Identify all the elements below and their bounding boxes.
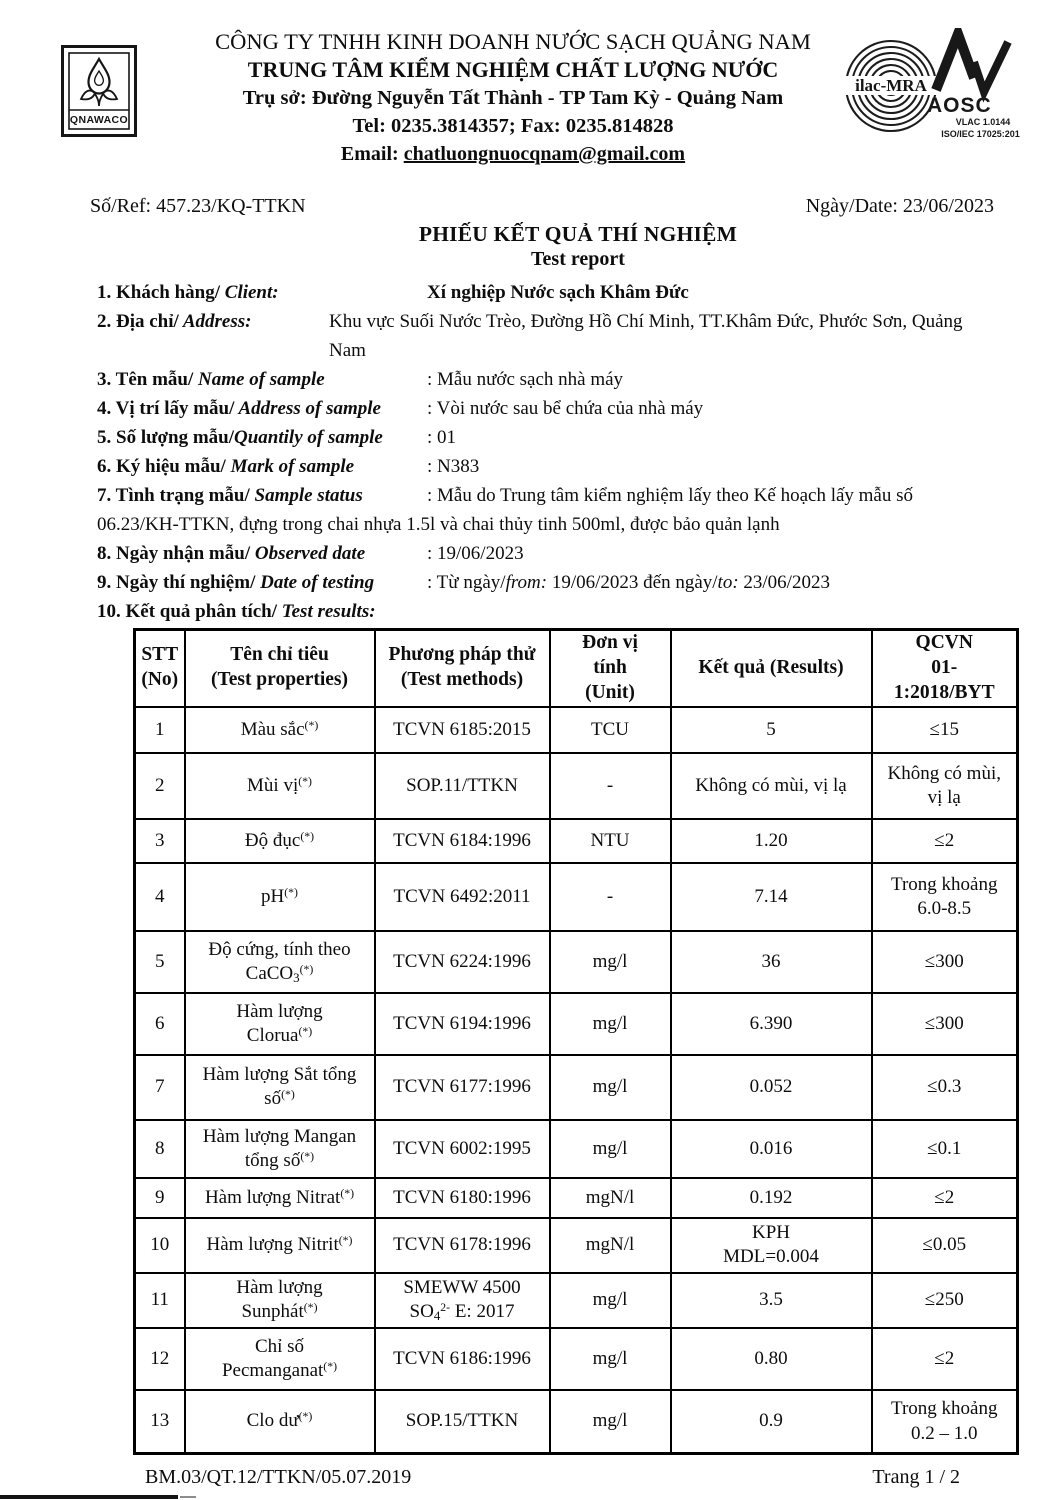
email-label: Email: bbox=[340, 143, 404, 165]
cell-unit: - bbox=[550, 863, 671, 931]
field-value: : Từ ngày/from: 19/06/2023 đến ngày/to: 23/06/2023 bbox=[427, 572, 830, 593]
cell-stt: 11 bbox=[135, 1273, 185, 1328]
table-row bbox=[135, 931, 1018, 993]
col-header-results: Kết quả (Results) bbox=[671, 630, 872, 707]
cell-name: Hàm lượng Nitrat(*) bbox=[185, 1178, 375, 1218]
cell-stt: 2 bbox=[135, 753, 185, 819]
cell-method: TCVN 6180:1996 bbox=[375, 1178, 550, 1218]
col-header-test-methods: Phương pháp thử (Test methods) bbox=[375, 630, 550, 707]
qnawaco-logo-text: QNAWACO bbox=[69, 114, 129, 126]
cell-limit: ≤15 bbox=[872, 707, 1018, 753]
cell-result: 0.016 bbox=[671, 1120, 872, 1178]
cell-limit: Không có mùi, vị lạ bbox=[872, 753, 1018, 819]
header-text-block bbox=[168, 28, 858, 168]
field-label-vi: 3. Tên mẫu/ bbox=[97, 369, 194, 390]
cell-limit: ≤250 bbox=[872, 1273, 1018, 1328]
field-sample-status bbox=[97, 481, 994, 510]
field-label-en: Mark of sample bbox=[225, 456, 355, 477]
col-header-qcvn-limit: QCVN 01- 1:2018/BYT bbox=[872, 630, 1018, 707]
cell-result: Không có mùi, vị lạ bbox=[671, 753, 872, 819]
field-label-vi: 9. Ngày thí nghiệm/ bbox=[97, 572, 256, 593]
field-label-vi: 5. Số lượng mẫu/ bbox=[97, 427, 235, 448]
field-value: : N383 bbox=[427, 456, 480, 477]
table-row bbox=[135, 993, 1018, 1055]
field-label-en: Sample status bbox=[249, 485, 363, 506]
field-label bbox=[97, 597, 376, 626]
results-table-body bbox=[135, 707, 1018, 1454]
cell-stt: 8 bbox=[135, 1120, 185, 1178]
cell-limit: Trong khoảng 0.2 – 1.0 bbox=[872, 1390, 1018, 1454]
cell-unit: mg/l bbox=[550, 1055, 671, 1120]
results-table-head bbox=[135, 630, 1018, 707]
report-body bbox=[0, 194, 1049, 1489]
field-label-en: Test results: bbox=[277, 601, 376, 622]
table-row bbox=[135, 1055, 1018, 1120]
cell-unit: mg/l bbox=[550, 931, 671, 993]
cell-method: TCVN 6184:1996 bbox=[375, 819, 550, 863]
field-value: : Mẫu nước sạch nhà máy bbox=[427, 369, 624, 390]
field-sample-mark bbox=[97, 452, 994, 481]
field-label bbox=[97, 394, 427, 423]
cell-method: TCVN 6186:1996 bbox=[375, 1328, 550, 1390]
table-row bbox=[135, 1390, 1018, 1454]
field-label-en: Address: bbox=[178, 311, 252, 332]
field-label bbox=[97, 539, 427, 568]
cell-unit: NTU bbox=[550, 819, 671, 863]
field-label bbox=[97, 568, 427, 597]
field-label bbox=[97, 423, 427, 452]
table-row bbox=[135, 863, 1018, 931]
cell-unit: TCU bbox=[550, 707, 671, 753]
cell-method: TCVN 6492:2011 bbox=[375, 863, 550, 931]
table-row bbox=[135, 707, 1018, 753]
cell-method: TCVN 6224:1996 bbox=[375, 931, 550, 993]
field-label bbox=[97, 278, 427, 307]
cell-stt: 13 bbox=[135, 1390, 185, 1454]
field-label-en: Client: bbox=[220, 282, 279, 303]
cell-limit: ≤2 bbox=[872, 819, 1018, 863]
qnawaco-logo-icon bbox=[60, 44, 138, 138]
report-date: Ngày/Date: 23/06/2023 bbox=[805, 195, 994, 217]
cell-result: 36 bbox=[671, 931, 872, 993]
cell-name: Độ đục(*) bbox=[185, 819, 375, 863]
cell-name: Clo dư(*) bbox=[185, 1390, 375, 1454]
field-label-vi: 2. Địa chỉ/ bbox=[97, 311, 179, 332]
footer-page-number: Trang 1 / 2 bbox=[872, 1466, 960, 1489]
table-row bbox=[135, 1328, 1018, 1390]
field-label-en: Date of testing bbox=[255, 572, 375, 593]
field-label bbox=[97, 452, 427, 481]
cell-name: Chỉ số Pecmanganat(*) bbox=[185, 1328, 375, 1390]
cell-stt: 7 bbox=[135, 1055, 185, 1120]
cell-method: SMEWW 4500 $SO_4^{2-}$ E: 2017 bbox=[375, 1273, 550, 1328]
meta-row bbox=[90, 194, 994, 218]
footer-form-code: BM.03/QT.12/TTKN/05.07.2019 bbox=[145, 1466, 412, 1489]
results-table bbox=[133, 628, 1019, 1455]
page-title: PHIẾU KẾT QUẢ THÍ NGHIỆM bbox=[418, 222, 738, 246]
cell-result: 0.9 bbox=[671, 1390, 872, 1454]
table-row bbox=[135, 1273, 1018, 1328]
cell-limit: ≤300 bbox=[872, 993, 1018, 1055]
cell-name: Hàm lượng Sunphát(*) bbox=[185, 1273, 375, 1328]
cell-stt: 9 bbox=[135, 1178, 185, 1218]
results-table-head-row bbox=[135, 630, 1018, 707]
field-value: : 01 bbox=[427, 427, 457, 448]
field-label-vi: 7. Tình trạng mẫu/ bbox=[97, 485, 250, 506]
cell-stt: 5 bbox=[135, 931, 185, 993]
cell-unit: mg/l bbox=[550, 1120, 671, 1178]
aosc-iso-text: ISO/IEC 17025:2017 bbox=[941, 129, 1020, 139]
cell-limit: Trong khoảng 6.0-8.5 bbox=[872, 863, 1018, 931]
field-sample-address bbox=[97, 394, 994, 423]
cell-result: 6.390 bbox=[671, 993, 872, 1055]
cell-stt: 6 bbox=[135, 993, 185, 1055]
cell-result: 5 bbox=[671, 707, 872, 753]
cell-unit: mg/l bbox=[550, 1390, 671, 1454]
field-client bbox=[97, 278, 994, 307]
company-name: CÔNG TY TNHH KINH DOANH NƯỚC SẠCH QUẢNG NAM bbox=[215, 29, 811, 54]
table-row bbox=[135, 1120, 1018, 1178]
cell-method: TCVN 6002:1995 bbox=[375, 1120, 550, 1178]
field-value: Khu vực Suối Nước Trèo, Đường Hồ Chí Minh, TT.Khâm Đức, Phước Sơn, Quảng Nam bbox=[329, 311, 963, 361]
col-header-test-properties: Tên chỉ tiêu (Test properties) bbox=[185, 630, 375, 707]
qnawaco-logo bbox=[60, 44, 138, 143]
cell-method: TCVN 6178:1996 bbox=[375, 1218, 550, 1273]
cell-method: SOP.11/TTKN bbox=[375, 753, 550, 819]
cell-limit: ≤0.05 bbox=[872, 1218, 1018, 1273]
field-label bbox=[97, 307, 329, 365]
cell-unit: - bbox=[550, 753, 671, 819]
field-label-en: Quantily of sample bbox=[234, 427, 383, 448]
header-address: Trụ sở: Đường Nguyễn Tất Thành - TP Tam Kỳ - Quảng Nam bbox=[242, 87, 784, 109]
field-value: Xí nghiệp Nước sạch Khâm Đức bbox=[427, 282, 689, 303]
cell-name: Hàm lượng Nitrit(*) bbox=[185, 1218, 375, 1273]
table-row bbox=[135, 819, 1018, 863]
table-row bbox=[135, 1218, 1018, 1273]
field-value-continuation: 06.23/KH-TTKN, đựng trong chai nhựa 1.5l và chai thủy tinh 500ml, được bảo quản lạnh bbox=[97, 514, 780, 535]
cell-unit: mg/l bbox=[550, 1328, 671, 1390]
table-row bbox=[135, 1178, 1018, 1218]
cell-result: KPH MDL=0.004 bbox=[671, 1218, 872, 1273]
cell-name: Màu sắc(*) bbox=[185, 707, 375, 753]
cell-method: SOP.15/TTKN bbox=[375, 1390, 550, 1454]
field-value: : 19/06/2023 bbox=[427, 543, 524, 564]
ilac-mra-logo-text: ilac-MRA bbox=[855, 76, 927, 95]
header-tel-fax: Tel: 0235.3814357; Fax: 0235.814828 bbox=[352, 115, 674, 137]
cell-result: 1.20 bbox=[671, 819, 872, 863]
cell-name: Hàm lượng Sắt tổng số(*) bbox=[185, 1055, 375, 1120]
field-label bbox=[97, 481, 427, 510]
cell-unit: mg/l bbox=[550, 993, 671, 1055]
cell-name: Độ cứng, tính theo CaCO$_3$(*) bbox=[185, 931, 375, 993]
cell-limit: ≤300 bbox=[872, 931, 1018, 993]
cell-result: 0.80 bbox=[671, 1328, 872, 1390]
cell-name: Mùi vị(*) bbox=[185, 753, 375, 819]
field-testing-date bbox=[97, 568, 994, 597]
field-value: : Vòi nước sau bể chứa của nhà máy bbox=[427, 398, 704, 419]
aosc-logo-icon bbox=[926, 28, 1020, 146]
aosc-vlac-text: VLAC 1.0144 bbox=[955, 117, 1011, 127]
cell-stt: 4 bbox=[135, 863, 185, 931]
cell-unit: mgN/l bbox=[550, 1218, 671, 1273]
field-label-en: Observed date bbox=[250, 543, 366, 564]
report-footer bbox=[90, 1466, 994, 1489]
center-name: TRUNG TÂM KIỂM NGHIỆM CHẤT LƯỢNG NƯỚC bbox=[247, 57, 779, 82]
cell-stt: 10 bbox=[135, 1218, 185, 1273]
cell-method: TCVN 6194:1996 bbox=[375, 993, 550, 1055]
email-address: chatluongnuocqnam@gmail.com bbox=[403, 143, 686, 165]
cell-name: pH(*) bbox=[185, 863, 375, 931]
field-label-vi: 6. Ký hiệu mẫu/ bbox=[97, 456, 226, 477]
cell-limit: ≤0.3 bbox=[872, 1055, 1018, 1120]
col-header-stt: STT (No) bbox=[135, 630, 185, 707]
field-test-results bbox=[97, 597, 994, 626]
cell-result: 3.5 bbox=[671, 1273, 872, 1328]
field-value: : Mẫu do Trung tâm kiểm nghiệm lấy theo Kế hoạch lấy mẫu số bbox=[427, 485, 914, 506]
field-value bbox=[376, 597, 994, 626]
field-label-vi: 1. Khách hàng/ bbox=[97, 282, 221, 303]
cell-unit: mg/l bbox=[550, 1273, 671, 1328]
header-email-line bbox=[168, 140, 858, 168]
cell-limit: ≤0.1 bbox=[872, 1120, 1018, 1178]
page-subtitle: Test report bbox=[531, 248, 625, 270]
field-sample-name bbox=[97, 365, 994, 394]
cell-unit: mgN/l bbox=[550, 1178, 671, 1218]
field-label-vi: 10. Kết quả phân tích/ bbox=[97, 601, 278, 622]
cell-name: Hàm lượng Clorua(*) bbox=[185, 993, 375, 1055]
cell-stt: 3 bbox=[135, 819, 185, 863]
aosc-logo bbox=[926, 28, 1020, 151]
field-list bbox=[90, 278, 994, 626]
field-sample-quantity bbox=[97, 423, 994, 452]
cell-result: 0.192 bbox=[671, 1178, 872, 1218]
cell-name: Hàm lượng Mangan tổng số(*) bbox=[185, 1120, 375, 1178]
cell-stt: 12 bbox=[135, 1328, 185, 1390]
scan-artifact-line bbox=[0, 1495, 178, 1499]
field-label bbox=[97, 365, 427, 394]
field-address bbox=[97, 307, 994, 365]
cell-result: 0.052 bbox=[671, 1055, 872, 1120]
field-label-vi: 4. Vị trí lấy mẫu/ bbox=[97, 398, 235, 419]
ref-number: Số/Ref: 457.23/KQ-TTKN bbox=[90, 195, 306, 217]
cell-method: TCVN 6185:2015 bbox=[375, 707, 550, 753]
field-label-vi: 8. Ngày nhận mẫu/ bbox=[97, 543, 251, 564]
cell-limit: ≤2 bbox=[872, 1178, 1018, 1218]
cell-limit: ≤2 bbox=[872, 1328, 1018, 1390]
aosc-logo-text: AOSC bbox=[927, 94, 992, 117]
field-label-en: Address of sample bbox=[234, 398, 381, 419]
scan-artifact-dot bbox=[180, 1496, 196, 1498]
table-row bbox=[135, 753, 1018, 819]
col-header-unit: Đơn vị tính (Unit) bbox=[550, 630, 671, 707]
cell-stt: 1 bbox=[135, 707, 185, 753]
field-label-en: Name of sample bbox=[193, 369, 325, 390]
field-observed-date bbox=[97, 539, 994, 568]
cell-method: TCVN 6177:1996 bbox=[375, 1055, 550, 1120]
cell-result: 7.14 bbox=[671, 863, 872, 931]
